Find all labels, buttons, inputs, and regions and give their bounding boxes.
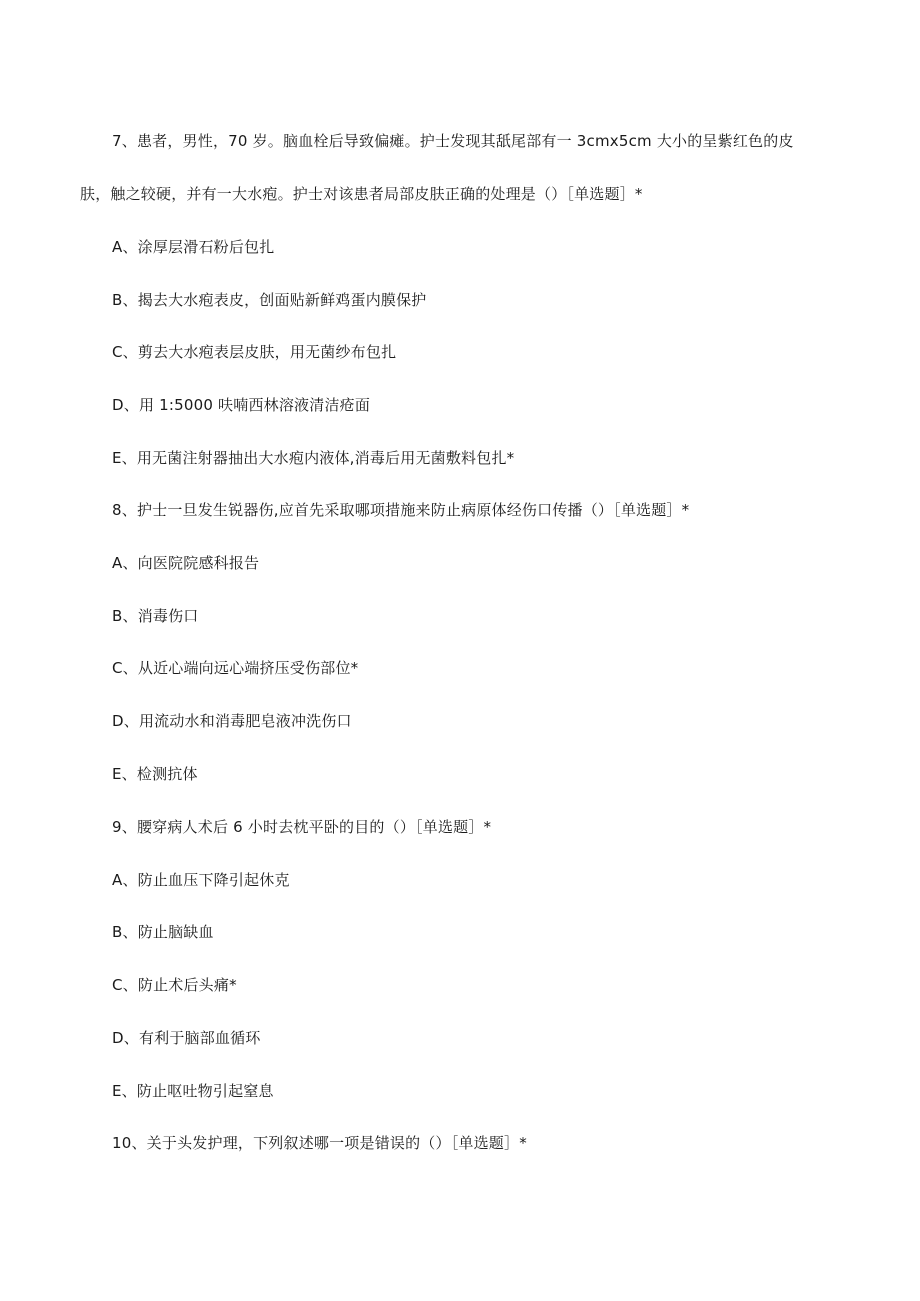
question-7-option-e: E、用无菌注射器抽出大水疱内液体,消毒后用无菌敷料包扎* (112, 449, 515, 467)
question-9-stem: 9、腰穿病人术后 6 小时去枕平卧的目的（）［单选题］* (112, 818, 492, 836)
question-8-option-d: D、用流动水和消毒肥皂液冲洗伤口 (112, 712, 352, 730)
question-7-option-d: D、用 1:5000 呋喃西林溶液清洁疮面 (112, 396, 371, 414)
question-7-option-c: C、剪去大水疱表层皮肤，用无菌纱布包扎 (112, 343, 397, 361)
question-9-option-a: A、防止血压下降引起休克 (112, 871, 290, 889)
question-7-option-b: B、揭去大水疱表皮，创面贴新鲜鸡蛋内膜保护 (112, 291, 427, 309)
question-9-option-b: B、防止脑缺血 (112, 923, 214, 941)
question-8-option-a: A、向医院院感科报告 (112, 554, 260, 572)
question-8-option-e: E、检测抗体 (112, 765, 198, 783)
question-8-option-b: B、消毒伤口 (112, 607, 199, 625)
question-7-stem-line-1: 7、患者，男性，70 岁。脑血栓后导致偏瘫。护士发现其舐尾部有一 3cmx5cm 大小的呈紫红色的皮 (112, 132, 794, 150)
question-7-stem-line-2: 肤，触之较硬，并有一大水疱。护士对该患者局部皮肤正确的处理是（）［单选题］* (80, 185, 643, 203)
question-9-option-c: C、防止术后头痛* (112, 976, 237, 994)
question-8-option-c: C、从近心端向远心端挤压受伤部位* (112, 659, 359, 677)
question-9-option-e: E、防止呕吐物引起窒息 (112, 1082, 274, 1100)
question-9-option-d: D、有利于脑部血循环 (112, 1029, 261, 1047)
question-7-option-a: A、涂厚层滑石粉后包扎 (112, 238, 275, 256)
question-8-stem: 8、护士一旦发生锐器伤,应首先采取哪项措施来防止病原体经伤口传播（）［单选题］* (112, 501, 690, 519)
question-10-stem: 10、关于头发护理，下列叙述哪一项是错误的（）［单选题］* (112, 1134, 527, 1152)
